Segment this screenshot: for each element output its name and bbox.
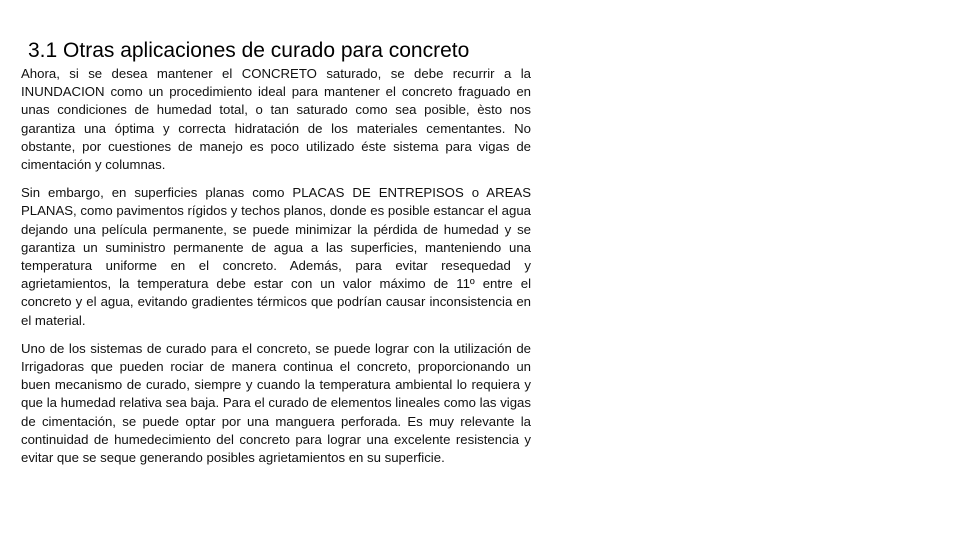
slide-body: [21, 65, 531, 477]
slide-title: 3.1 Otras aplicaciones de curado para concreto: [28, 39, 470, 62]
paragraph-irrigadoras: Uno de los sistemas de curado para el concreto, se puede lograr con la utilización de Irrigadoras que pueden rociar de manera continua el concreto, proporcionando un buen mecanismo de curado, siempre y cuando la temperatura ambiental lo requiera y que la humedad relativa sea baja. Para el curado de elementos lineales como las vigas de cimentación, se puede optar por una manguera perforada. Es muy relevante la continuidad de humedecimiento del concreto para lograr una excelente resistencia y evitar que se seque generando posibles agrietamientos en su superficie.: [21, 340, 531, 466]
paragraph-inundacion: Ahora, si se desea mantener el CONCRETO saturado, se debe recurrir a la INUNDACION como un procedimiento ideal para mantener el concreto fraguado en unas condiciones de humedad total, o tan saturado como sea posible, èsto nos garantiza una óptima y correcta hidratación de los materiales cementantes. No obstante, por cuestiones de manejo es poco utilizado éste sistema para vigas de cimentación y columnas.: [21, 66, 531, 173]
paragraph-superficies-planas: Sin embargo, en superficies planas como PLACAS DE ENTREPISOS o AREAS PLANAS, como pavimentos rígidos y techos planos, donde es posible estancar el agua dejando una película permanente, se puede minimizar la pérdida de humedad y se garantiza un suministro permanente de agua a las superficies, manteniendo una temperatura uniforme en el concreto. Además, para evitar resequedad y agrietamientos, la temperatura debe estar con un valor máximo de 11º entre el concreto y el agua, evitando gradientes térmicos que podrían causar inconsistencia en el material.: [21, 185, 531, 328]
